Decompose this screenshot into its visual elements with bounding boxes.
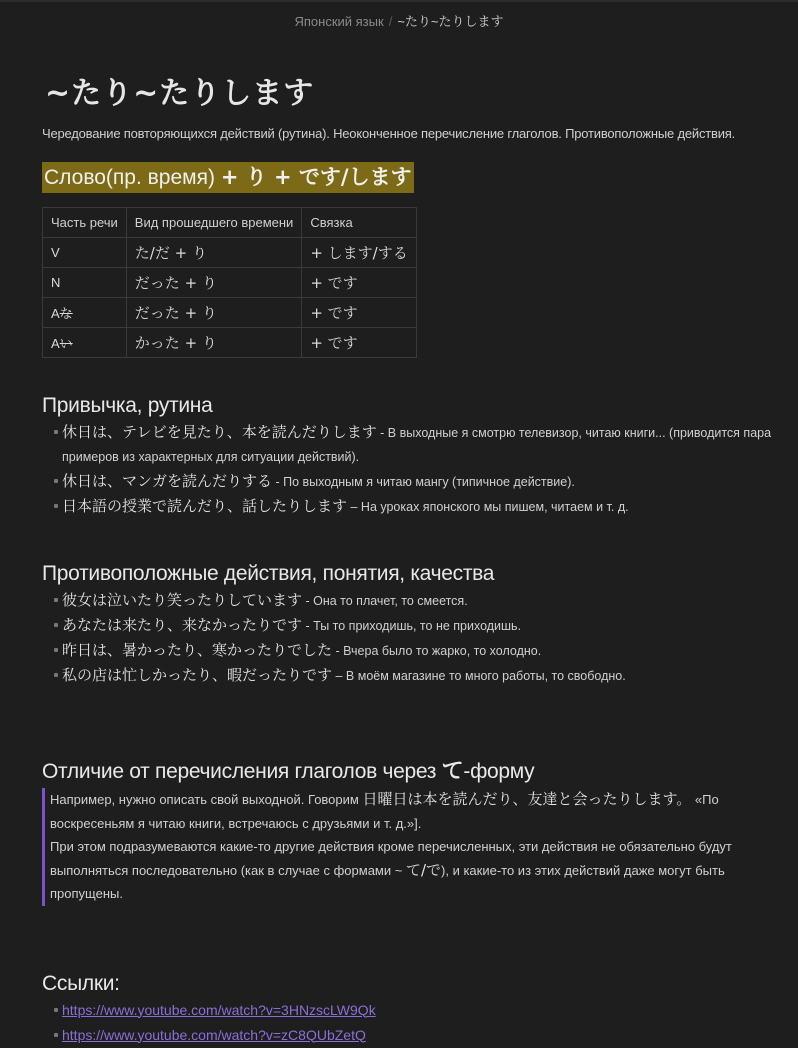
quote-paragraph: При этом подразумеваются какие-то другие действия кроме перечисленных, эти действия не обязательно будут выполняться последовательно (как в случае с формами ~ て/で), и какие-то из этих действий даже могут быть пропущены. <box>50 839 732 901</box>
formula-suffix: + り + です/します <box>220 165 412 189</box>
youtube-link[interactable]: https://www.youtube.com/watch?v=3HNzscLW9Qk <box>62 1001 376 1018</box>
list-item: 彼女は泣いたり笑ったりしています - Она то плачет, то смеется. <box>54 588 782 613</box>
page-title: ~たり~たりします <box>45 76 315 111</box>
cell-past: た/だ + り <box>126 238 302 268</box>
list-item: 休日は、テレビを見たり、本を読んだりします - В выходные я смотрю телевизор, читаю книги... (приводится пара примеров из характерных для ситуации действий). <box>54 420 782 469</box>
cell-copula: + です <box>302 268 416 298</box>
cell-pos: Aい <box>43 328 127 358</box>
breadcrumb-separator: / <box>388 14 393 29</box>
conjugation-table <box>42 207 417 358</box>
table-header-row <box>43 208 417 238</box>
header-past-form: Вид прошедшего времени <box>126 208 302 238</box>
cell-copula: + です <box>302 298 416 328</box>
list-item: 昨日は、暑かったり、寒かったりでした - Вчера было то жарко, то холодно. <box>54 638 782 663</box>
grammar-formula-highlight <box>42 162 414 193</box>
section-heading: Ссылки: <box>42 971 120 995</box>
cell-past: かった + り <box>126 328 302 358</box>
section-habit <box>42 394 782 519</box>
header-copula: Связка <box>302 208 416 238</box>
breadcrumb-parent[interactable]: Японский язык <box>294 14 384 29</box>
cell-pos: N <box>43 268 127 298</box>
cell-pos: Aな <box>43 298 127 328</box>
header-part-of-speech: Часть речи <box>43 208 127 238</box>
page-description: Чередование повторяющихся действий (рутина). Неоконченное перечисление глаголов. Противоположные действия. <box>42 126 736 141</box>
cell-past: だった + り <box>126 268 302 298</box>
links-list <box>42 998 782 1048</box>
quote-paragraph: Например, нужно описать свой выходной. Говорим 日曜日は本を読んだり、友達と会ったりします。 «По воскресеньям я читаю книги, встречаюсь с друзьями и т. д.»]. <box>50 790 719 831</box>
section-links <box>42 972 782 1048</box>
list-item: 休日は、マンガを読んだりする - По выходным я читаю мангу (типичное действие). <box>54 469 782 494</box>
table-row <box>43 238 417 268</box>
list-item: 私の店は忙しかったり、暇だったりです – В моём магазине то много работы, то свободно. <box>54 663 782 688</box>
section-heading: Отличие от перечисления глаголов через て-форму <box>42 759 535 784</box>
section-opposite <box>42 562 782 688</box>
note-content <box>42 68 782 1048</box>
list-item: 日本語の授業で読んだり、話したりします – На уроках японского мы пишем, читаем и т. д. <box>54 494 782 519</box>
formula-prefix: Слово(пр. время) <box>44 166 215 189</box>
table-row <box>43 328 417 358</box>
top-border <box>0 0 798 2</box>
table-row <box>43 298 417 328</box>
breadcrumb <box>0 11 798 30</box>
cell-copula: + します/する <box>302 238 416 268</box>
cell-copula: + です <box>302 328 416 358</box>
breadcrumb-current: ~たり~たりします <box>397 14 504 29</box>
section-difference <box>42 754 782 906</box>
section-heading: Противоположные действия, понятия, качества <box>42 562 495 585</box>
list-item: あなたは来たり、来なかったりです - Ты то приходишь, то не приходишь. <box>54 613 782 638</box>
blockquote <box>42 788 740 906</box>
table-row <box>43 268 417 298</box>
cell-past: だった + り <box>126 298 302 328</box>
list-item <box>54 1023 782 1048</box>
section-heading: Привычка, рутина <box>42 394 213 417</box>
list-item <box>54 998 782 1023</box>
example-list <box>42 420 782 519</box>
youtube-link[interactable]: https://www.youtube.com/watch?v=zC8QUbZetQ <box>62 1026 366 1043</box>
cell-pos: V <box>43 238 127 268</box>
example-list <box>42 588 782 688</box>
